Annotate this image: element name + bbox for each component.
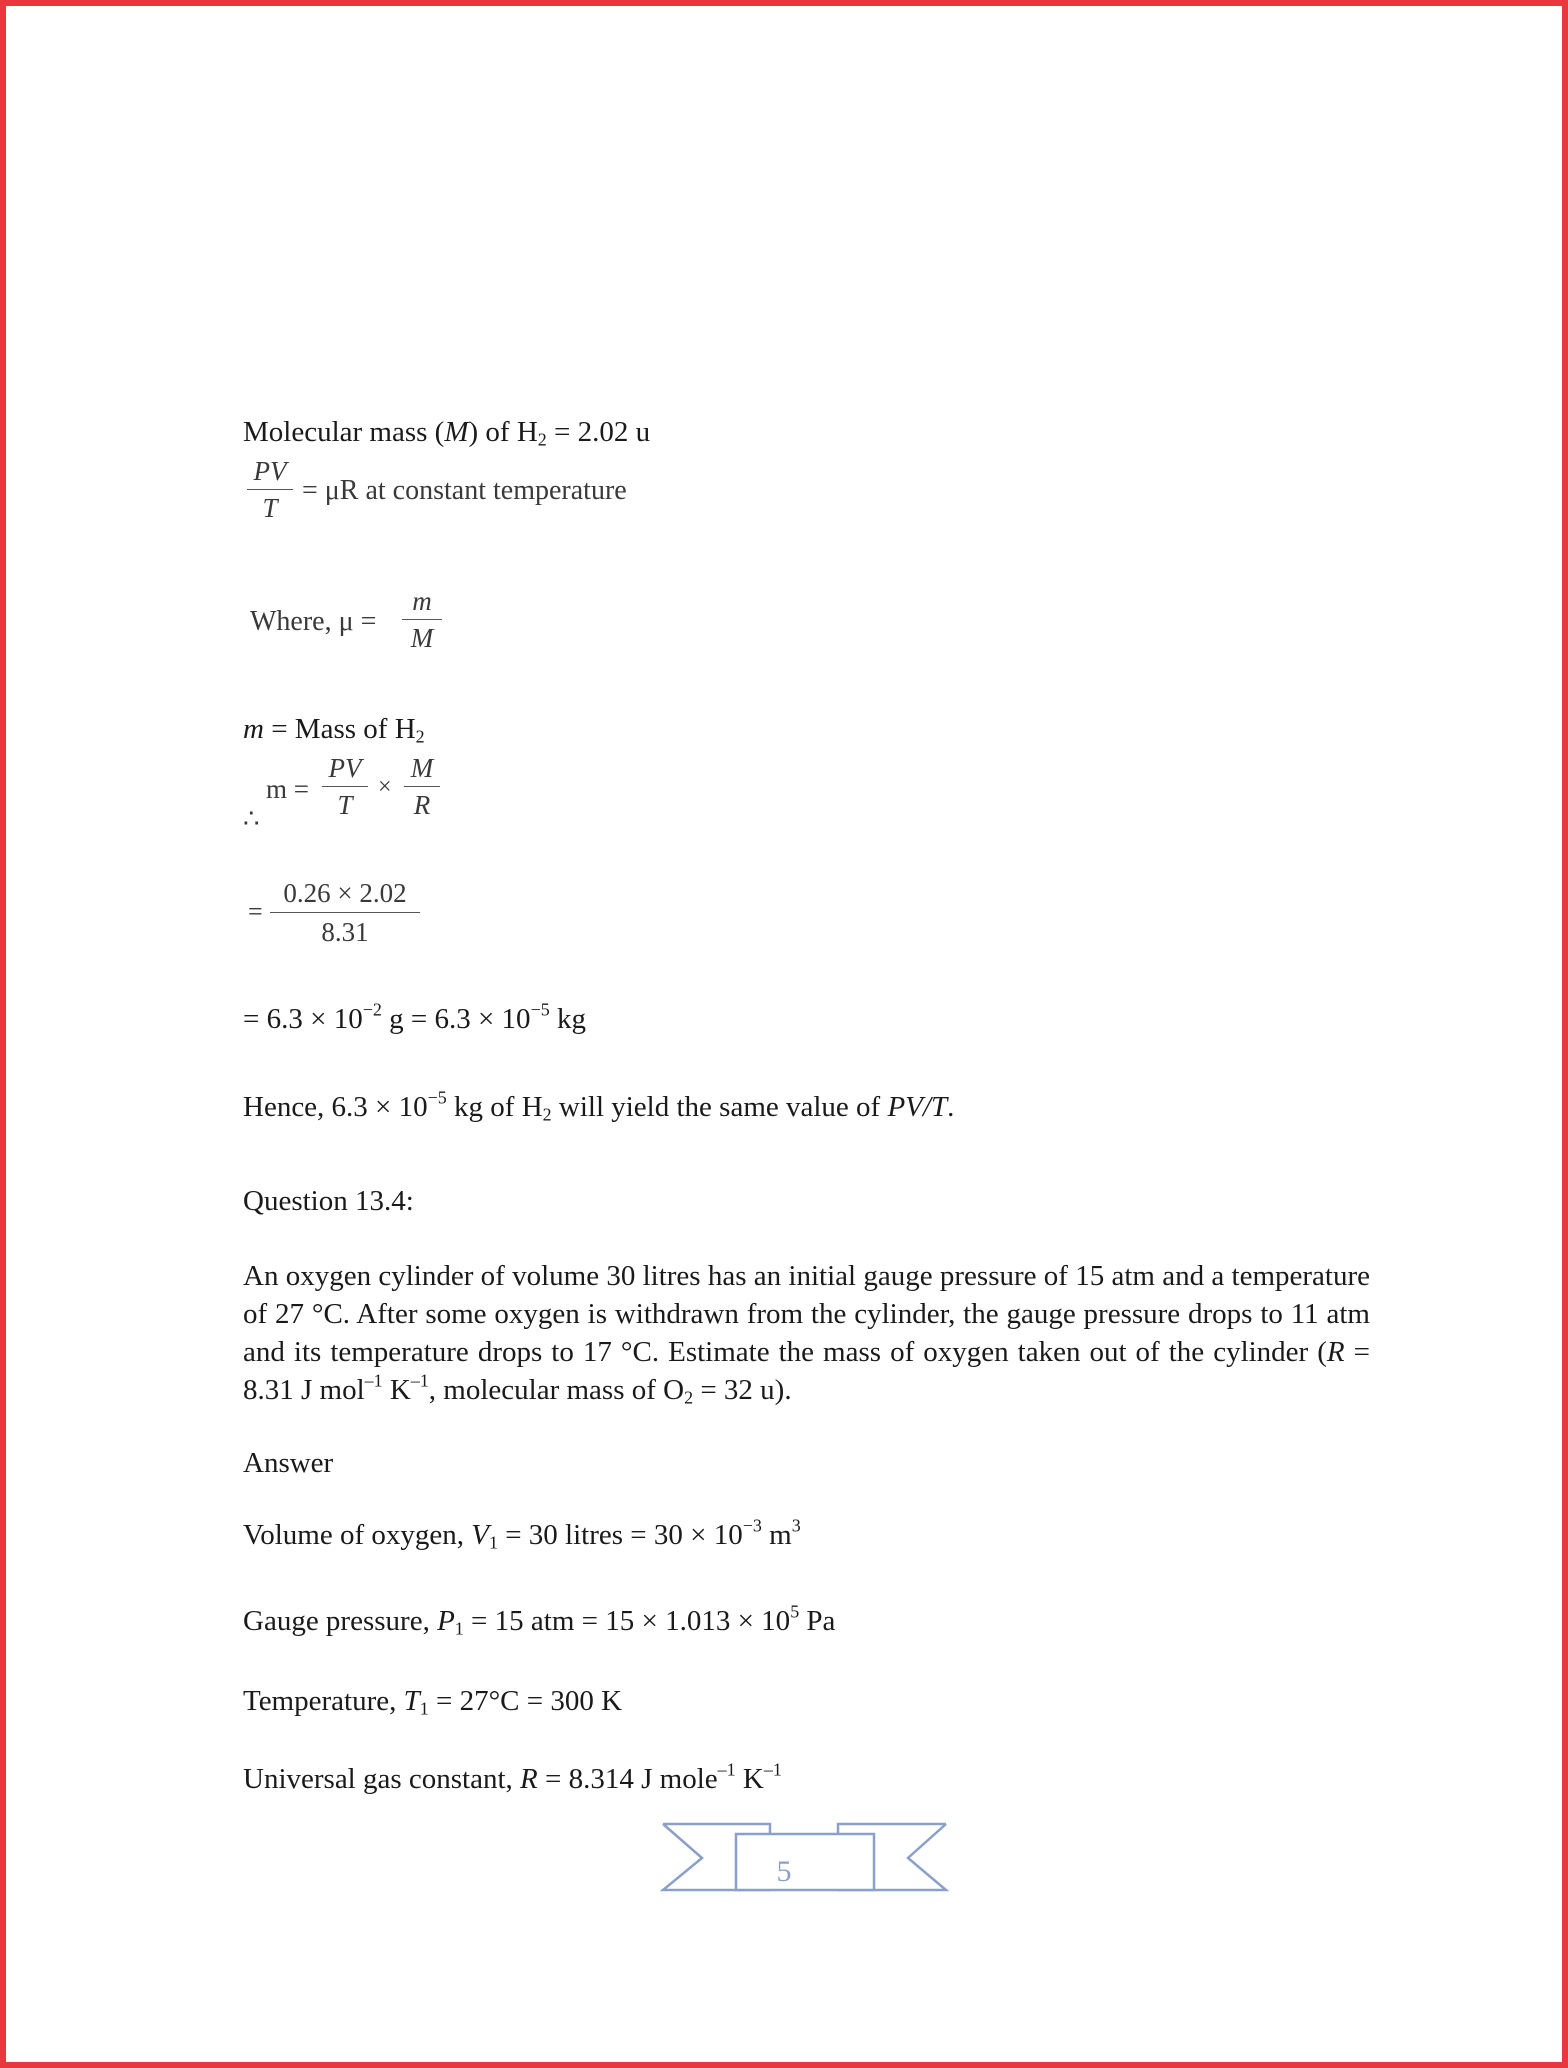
temperature-line: [243, 1682, 622, 1720]
mass-definition: [243, 710, 425, 748]
text: = Mass of H: [263, 713, 416, 745]
equation-lhs: Where, μ =: [250, 606, 377, 637]
hence-line: [243, 1088, 954, 1126]
subscript: 2: [415, 726, 425, 747]
denominator: M: [410, 623, 434, 653]
text: = 6.3 × 10: [243, 1003, 363, 1035]
exponent: 3: [791, 1515, 801, 1536]
molecular-mass-line: [243, 413, 650, 451]
var: V: [471, 1519, 489, 1551]
exponent: −2: [362, 999, 382, 1020]
subscript: 1: [454, 1618, 464, 1639]
text: g = 6.3 × 10: [381, 1003, 531, 1035]
numerator: m: [412, 586, 432, 616]
text: = 8.314 J mole: [537, 1763, 718, 1795]
fraction-bar: [247, 489, 293, 490]
subscript: 2: [542, 1104, 552, 1125]
gas-constant-line: [243, 1760, 782, 1798]
subscript: 1: [419, 1698, 429, 1719]
therefore-symbol: ∴: [243, 804, 260, 833]
subscript: 2: [537, 429, 547, 450]
text: will yield the same value of: [551, 1091, 888, 1123]
times-symbol: ×: [378, 774, 392, 800]
denominator: 8.31: [321, 917, 369, 947]
exponent: –1: [717, 1759, 736, 1780]
var: m: [243, 713, 264, 745]
text: m: [761, 1519, 792, 1551]
text: Pa: [799, 1605, 836, 1637]
text: = 32 u).: [693, 1374, 792, 1406]
fraction: [402, 585, 442, 654]
text: Volume of oxygen,: [243, 1519, 472, 1551]
exponent: −5: [427, 1087, 447, 1108]
var: T: [403, 1685, 420, 1717]
fraction-bar: [404, 786, 440, 787]
text: ) of H: [468, 416, 538, 448]
fraction-bar: [402, 619, 442, 620]
text: An oxygen cylinder of volume 30 litres has an initial gauge pressure of 15 atm and a temperature of 27 °C. After some oxygen is withdrawn from the cylinder, the gauge pressure drops to 11 atm and its temperature drops to 17 °C. Estimate the mass of oxygen taken out of the cylinder (: [243, 1260, 1370, 1368]
gauge-pressure-line: [243, 1602, 835, 1640]
answer-label: Answer: [243, 1447, 334, 1479]
text: = 30 litres = 30 × 10: [497, 1519, 743, 1551]
numerator: PV: [253, 456, 287, 486]
text: Gauge pressure,: [243, 1605, 438, 1637]
text: Molecular mass (: [243, 416, 445, 448]
equation-lhs: m =: [266, 774, 309, 804]
var: PV/T: [887, 1091, 948, 1123]
exponent: −3: [742, 1515, 762, 1536]
numerator: M: [410, 753, 434, 783]
subscript: 2: [684, 1387, 694, 1408]
exponent: 5: [790, 1601, 800, 1622]
text: Hence, 6.3 × 10: [243, 1091, 428, 1123]
text: .: [947, 1091, 955, 1123]
exponent: –1: [364, 1370, 383, 1391]
text: = 2.02 u: [546, 416, 651, 448]
equation-rhs: = μR at constant temperature: [302, 475, 627, 506]
text: = 15 atm = 15 × 1.013 × 10: [463, 1605, 791, 1637]
text: kg of H: [446, 1091, 543, 1123]
fraction-pv-t: [322, 752, 368, 821]
page-number: 5: [776, 1855, 792, 1888]
exponent: –1: [763, 1759, 782, 1780]
text: = 27°C = 300 K: [428, 1685, 623, 1717]
volume-line: [243, 1516, 801, 1554]
fraction: [270, 876, 420, 949]
numerator: PV: [328, 753, 362, 783]
exponent: –1: [410, 1370, 429, 1391]
text: K: [735, 1763, 764, 1795]
fraction-m-r: [404, 752, 440, 821]
equals-symbol: =: [248, 897, 263, 926]
question-title: Question 13.4:: [243, 1185, 414, 1217]
denominator: T: [262, 493, 278, 523]
result-line: [243, 1000, 586, 1038]
var: P: [437, 1605, 455, 1637]
var: R: [1326, 1336, 1345, 1368]
denominator: R: [413, 790, 431, 820]
text: K: [382, 1374, 411, 1406]
text: kg: [549, 1003, 586, 1035]
fraction-bar: [270, 912, 420, 913]
subscript: 1: [488, 1532, 498, 1553]
text: Universal gas constant,: [243, 1763, 521, 1795]
fraction: [247, 455, 293, 524]
denominator: T: [337, 790, 353, 820]
var: M: [444, 416, 469, 448]
text: , molecular mass of O: [428, 1374, 685, 1406]
question-paragraph: [243, 1257, 1370, 1409]
numerator: 0.26 × 2.02: [283, 878, 407, 908]
fraction-bar: [322, 786, 368, 787]
var: R: [520, 1763, 538, 1795]
text: Temperature,: [243, 1685, 404, 1717]
exponent: −5: [530, 999, 550, 1020]
text: = 8.31 J mol: [243, 1336, 1371, 1406]
